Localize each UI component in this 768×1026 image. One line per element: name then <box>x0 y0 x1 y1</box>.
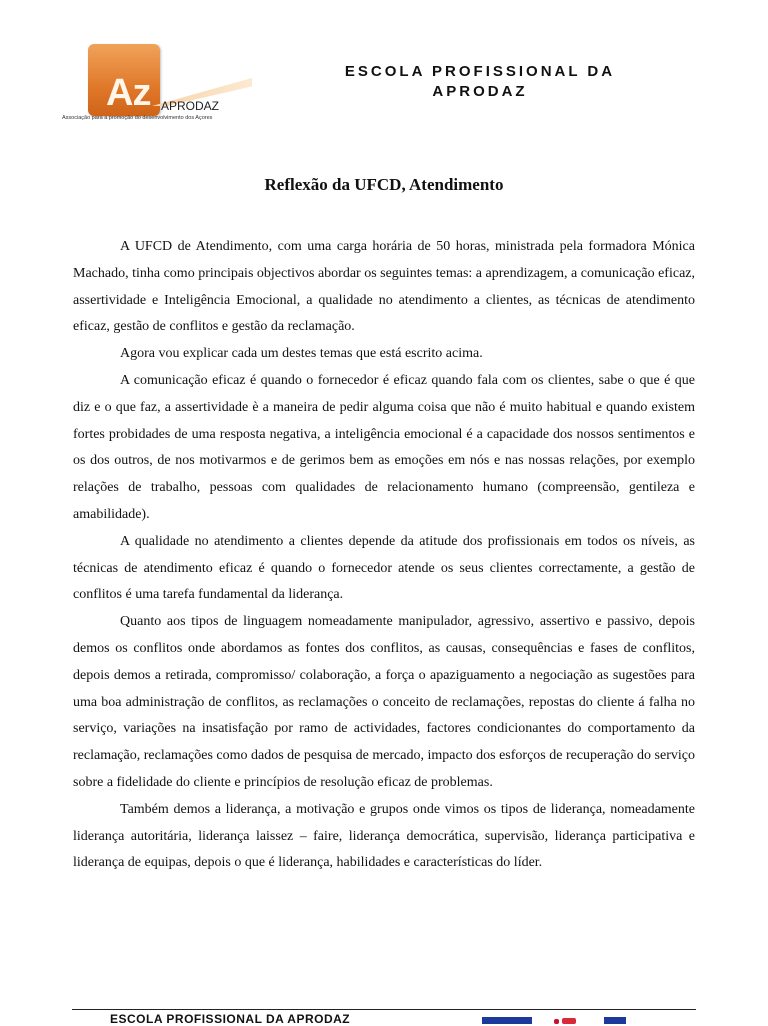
logo-tagline: Associação para a promoção do desenvolvimento dos Açores <box>62 115 213 121</box>
paragraph: Também demos a liderança, a motivação e grupos onde vimos os tipos de liderança, nomeadamente liderança autoritária, liderança laissez – faire, liderança democrática, supervisão, liderança participativa e liderança de equipas, depois o que é liderança, habilidades e características do líder. <box>73 801 695 871</box>
logo-name: APRODAZ <box>161 99 220 113</box>
logo-monogram: Az <box>106 72 151 114</box>
pt-logo-icon <box>554 1017 578 1024</box>
eu-flag-icon <box>482 1017 532 1024</box>
az-logo-icon <box>88 44 160 116</box>
school-title-line-2: APRODAZ <box>432 83 528 100</box>
azores-flag-icon <box>604 1017 626 1024</box>
paragraph: A UFCD de Atendimento, com uma carga horária de 50 horas, ministrada pela formadora Mónica Machado, tinha como principais objectivos abordar os seguintes temas: a aprendizagem, a comunicação eficaz, assertividade e Inteligência Emocional, a qualidade no atendimento a clientes, as técnicas de atendimento eficaz, gestão de conflitos e gestão da reclamação. <box>73 239 695 335</box>
document-title: Reflexão da UFCD, Atendimento <box>264 175 504 194</box>
school-title <box>290 62 670 102</box>
paragraph: A qualidade no atendimento a clientes depende da atitude dos profissionais em todos os níveis, as técnicas de atendimento eficaz é quando o fornecedor atende os seus clientes correctamente, a gestão de conflitos é uma tarefa fundamental da liderança. <box>73 533 695 603</box>
document-body <box>73 234 695 877</box>
paragraph: A comunicação eficaz é quando o fornecedor é eficaz quando fala com os clientes, sabe o que é que diz e o que faz, a assertividade è a maneira de pedir alguma coisa que não é muito habitual e quando existem fortes probidades de uma resposta negativa, a inteligência emocional é a capacidade dos nossos sentimentos e os dos outros, de nos motivarmos e de gerimos bem as emoções em nós e nas nossas relações, por exemplo relações de trabalho, pessoas com qualidades de relacionamento humano (compreensão, gentileza e amabilidade). <box>73 372 695 522</box>
footer-school-name: ESCOLA PROFISSIONAL DA APRODAZ <box>110 1012 351 1026</box>
paragraph: Agora vou explicar cada um destes temas que está escrito acima. <box>120 346 483 362</box>
paragraph: Quanto aos tipos de linguagem nomeadamente manipulador, agressivo, assertivo e passivo, depois demos os conflitos onde abordamos as fontes dos conflitos, as causas, consequências e fases de conflitos, depois demos a retirada, compromisso/ colaboração, a força o apaziguamento a negociação as sugestões para uma boa administração de conflitos, as reclamações o conceito de reclamações, repostas do cliente á falha no serviço, variações na insatisfação por ramo de actividades, factores condicionantes do comportamento da reclamação, reclamações como dados de pesquisa de mercado, impacto dos esforços de recuperação do serviço sobre a fidelidade do cliente e princípios de resolução eficaz de problemas. <box>73 614 695 790</box>
aprodaz-logo <box>62 42 252 128</box>
school-title-line-1: ESCOLA PROFISSIONAL DA <box>344 63 616 80</box>
footer-divider <box>72 1009 696 1010</box>
